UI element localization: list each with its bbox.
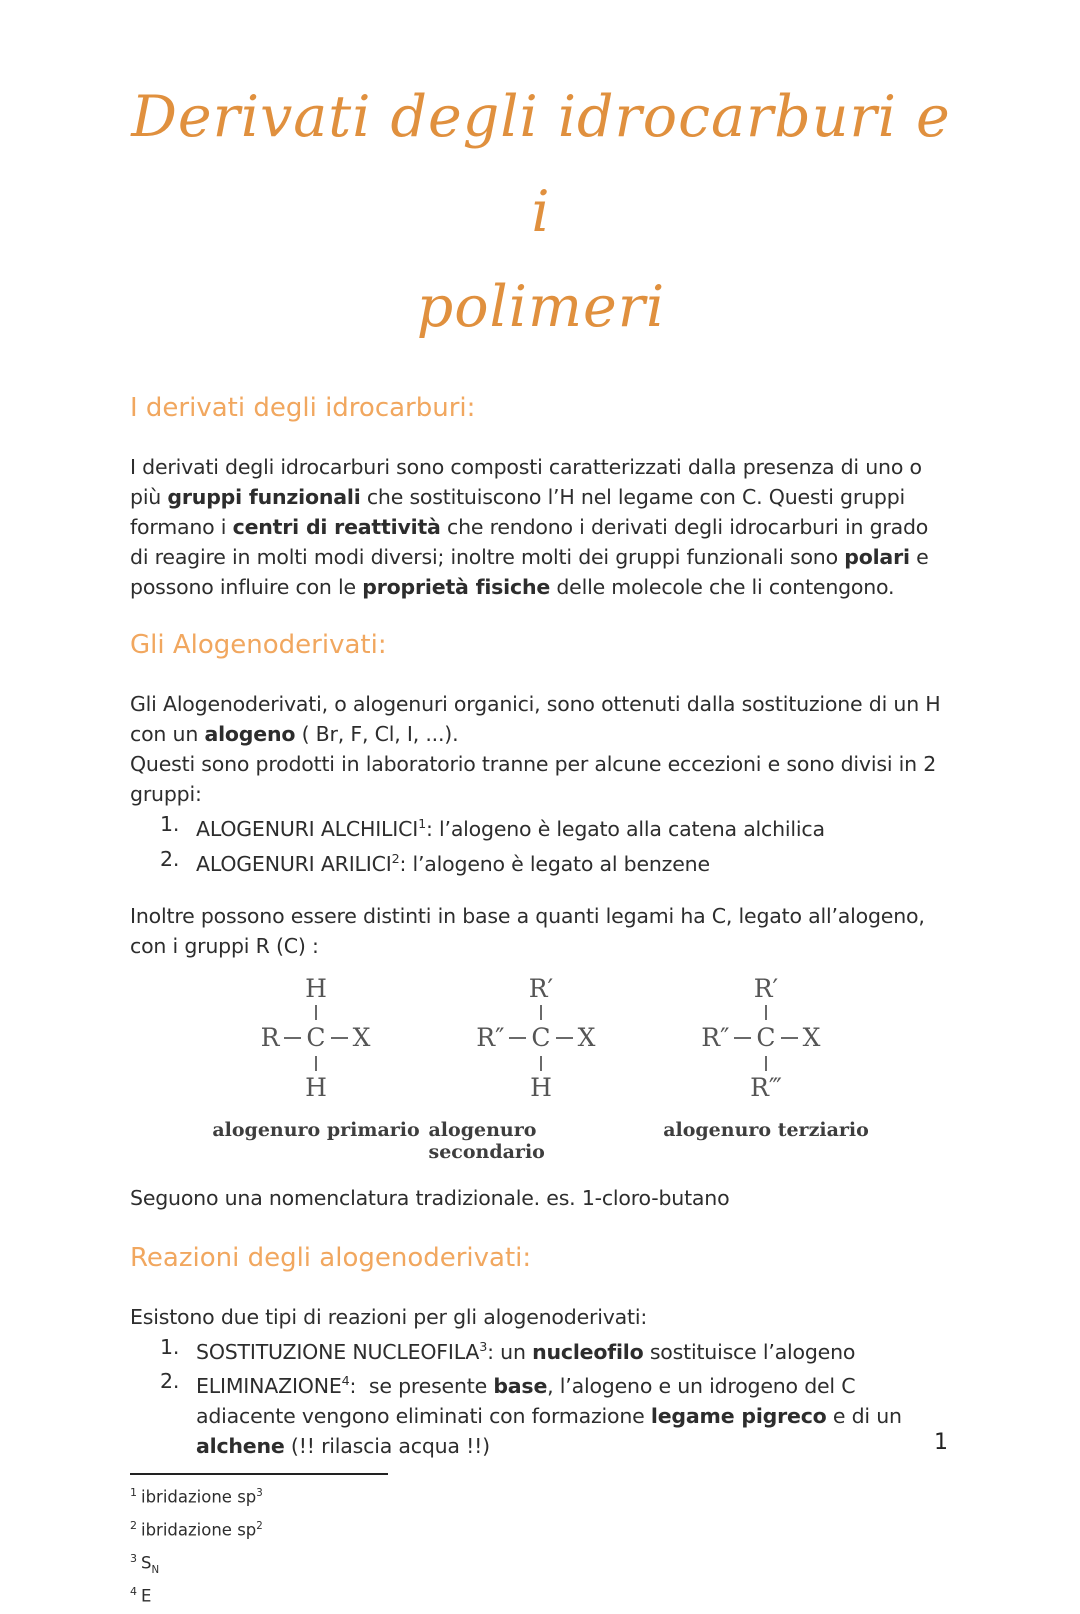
text-segment: ALOGENURI ALCHILICI	[196, 816, 419, 841]
chem-structure-terziario	[654, 975, 879, 1163]
text-segment: I derivati degli idrocarburi sono composti caratterizzati dalla presenza di uno o più	[130, 455, 922, 509]
bold-term-centri-di-reattivita: centri di reattività	[232, 515, 441, 539]
substituent-bottom: H	[530, 1072, 552, 1102]
footnote-ref-1: 1	[418, 816, 426, 831]
chem-structure-secondario	[429, 975, 654, 1163]
horizontal-bond	[556, 1037, 573, 1039]
horizontal-bond	[509, 1037, 526, 1039]
text-segment: : l’alogeno è legato al benzene	[399, 851, 710, 876]
horizontal-bond	[331, 1037, 348, 1039]
bold-term-polari: polari	[844, 545, 910, 569]
page-title-line-2: polimeri	[416, 274, 666, 340]
text-segment: : se presente	[349, 1374, 494, 1399]
footnote-mark: 2	[130, 1519, 137, 1533]
footnote-ref-3: 3	[479, 1338, 488, 1354]
list-item-eliminazione	[130, 1366, 952, 1461]
bold-term-base: base	[493, 1374, 548, 1399]
text-segment: delle molecole che li contengono.	[550, 575, 895, 599]
paragraph-reazioni-intro: Esistono due tipi di reazioni per gli alogenoderivati:	[130, 1304, 648, 1329]
paragraph-nomenclatura: Seguono una nomenclatura tradizionale. es. 1-cloro-butano	[130, 1185, 730, 1210]
bold-term-alogeno: alogeno	[204, 722, 296, 746]
footnote-text: ibridazione sp	[141, 1520, 257, 1540]
footnote-text: ibridazione sp	[141, 1487, 257, 1507]
substituent-left: R″	[476, 1022, 505, 1052]
vertical-bond	[540, 1005, 542, 1020]
reazioni-list	[130, 1332, 952, 1462]
list-number: 2.	[160, 846, 180, 871]
text-segment: SOSTITUZIONE NUCLEOFILA	[196, 1339, 480, 1364]
footnote-3	[130, 1548, 952, 1581]
paragraph-alogenoderivati	[130, 689, 952, 809]
text-segment: , l’alogeno e un idrogeno del C adiacente vengono eliminati con formazione	[196, 1374, 856, 1429]
section-heading-alogenoderivati: Gli Alogenoderivati:	[130, 630, 387, 660]
central-carbon: C	[756, 1023, 776, 1053]
page-title	[130, 70, 952, 355]
substituent-bottom: R‴	[750, 1072, 782, 1102]
footnote-subscript: N	[151, 1564, 160, 1576]
footnote-2	[130, 1515, 952, 1548]
list-number: 2.	[160, 1369, 180, 1394]
text-segment: che sostituiscono l’H nel legame con C. Questi gruppi formano i	[130, 485, 905, 539]
footnotes-block	[130, 1473, 952, 1613]
structure-mid-row	[677, 1023, 854, 1053]
structure-mid-row	[452, 1023, 629, 1053]
text-segment: Gli Alogenoderivati, o alogenuri organici, sono ottenuti dalla sostituzione di un H con un	[130, 692, 941, 746]
list-item-text	[196, 844, 952, 879]
footnote-text: S	[141, 1553, 152, 1573]
text-segment: ELIMINAZIONE	[196, 1374, 342, 1399]
text-segment: sostituisce l’alogeno	[643, 1339, 856, 1364]
footnote-text: E	[141, 1586, 152, 1606]
central-carbon: C	[531, 1023, 551, 1053]
list-item-text	[196, 1332, 952, 1367]
substituent-right: X	[802, 1022, 821, 1052]
text-segment: (!! rilascia acqua !!)	[284, 1434, 490, 1459]
structure-label: alogenuro terziario	[663, 1118, 869, 1141]
footnote-mark: 1	[130, 1486, 137, 1500]
paragraph-derivati	[130, 452, 952, 602]
substituent-top: H	[305, 973, 327, 1003]
structure-diagram	[227, 975, 404, 1101]
structure-label: alogenuro primario	[212, 1118, 420, 1141]
chem-structures-figure	[156, 975, 926, 1163]
list-item-sostituzione-nucleofila	[130, 1332, 952, 1367]
bold-term-nucleofilo: nucleofilo	[532, 1339, 644, 1364]
section-heading-reazioni: Reazioni degli alogenoderivati:	[130, 1242, 532, 1273]
text-segment: Questi sono prodotti in laboratorio tranne per alcune eccezioni e sono divisi in 2 gruppi:	[130, 752, 937, 806]
vertical-bond	[765, 1005, 767, 1020]
vertical-bond	[540, 1056, 542, 1071]
structure-diagram	[677, 975, 854, 1101]
substituent-left: R	[260, 1022, 280, 1052]
horizontal-bond	[734, 1037, 751, 1039]
list-item-alogenuri-arilici	[130, 844, 952, 879]
structure-mid-row	[227, 1023, 404, 1053]
bold-term-legame-pigreco: legame pigreco	[650, 1404, 827, 1429]
text-segment: ( Br, F, Cl, I, ...).	[295, 722, 459, 746]
paragraph-distinzione: Inoltre possono essere distinti in base a quanti legami ha C, legato all’alogeno, con i gruppi R (C) :	[130, 903, 925, 958]
bold-term-proprieta-fisiche: proprietà fisiche	[362, 575, 551, 599]
vertical-bond	[765, 1056, 767, 1071]
structure-label: alogenuro secondario	[428, 1118, 545, 1163]
text-segment: e di un	[826, 1404, 902, 1429]
text-segment: ALOGENURI ARILICI	[196, 851, 392, 876]
horizontal-bond	[284, 1037, 301, 1039]
list-item-text	[196, 809, 952, 844]
substituent-left: R″	[701, 1022, 730, 1052]
substituent-right: X	[352, 1022, 371, 1052]
vertical-bond	[315, 1005, 317, 1020]
substituent-bottom: H	[305, 1072, 327, 1102]
list-item-text	[196, 1366, 952, 1461]
bold-term-alchene: alchene	[196, 1434, 285, 1459]
page-title-line-1: Derivati degli idrocarburi e i	[131, 84, 951, 245]
footnote-superscript: 3	[256, 1488, 263, 1500]
text-segment: : un	[487, 1339, 533, 1364]
list-number: 1.	[160, 812, 180, 836]
chem-structure-primario	[204, 975, 429, 1163]
substituent-top: R′	[753, 973, 779, 1003]
bold-term-gruppi-funzionali: gruppi funzionali	[167, 485, 361, 509]
text-segment: e possono influire con le	[130, 545, 929, 599]
footnote-mark: 4	[130, 1584, 137, 1598]
footnote-ref-4: 4	[341, 1373, 350, 1389]
footnote-superscript: 2	[256, 1521, 263, 1533]
horizontal-bond	[781, 1037, 798, 1039]
text-segment: : l’alogeno è legato alla catena alchilica	[425, 816, 825, 841]
substituent-right: X	[577, 1022, 596, 1052]
central-carbon: C	[306, 1023, 326, 1053]
footnote-1	[130, 1482, 952, 1515]
text-segment: che rendono i derivati degli idrocarburi in grado di reagire in molti modi diversi; inoltre molti dei gruppi funzionali sono	[130, 515, 929, 569]
structure-diagram	[452, 975, 629, 1101]
list-item-alogenuri-alchilici	[130, 809, 952, 844]
footnote-4	[130, 1581, 952, 1614]
section-heading-derivati: I derivati degli idrocarburi:	[130, 393, 476, 423]
vertical-bond	[315, 1056, 317, 1071]
page-number: 1	[934, 1430, 948, 1455]
footnote-mark: 3	[130, 1551, 137, 1565]
list-number: 1.	[160, 1334, 180, 1359]
alogenuri-list	[130, 809, 952, 879]
footnote-divider	[130, 1473, 388, 1475]
footnote-ref-2: 2	[391, 850, 400, 866]
substituent-top: R′	[528, 973, 554, 1003]
